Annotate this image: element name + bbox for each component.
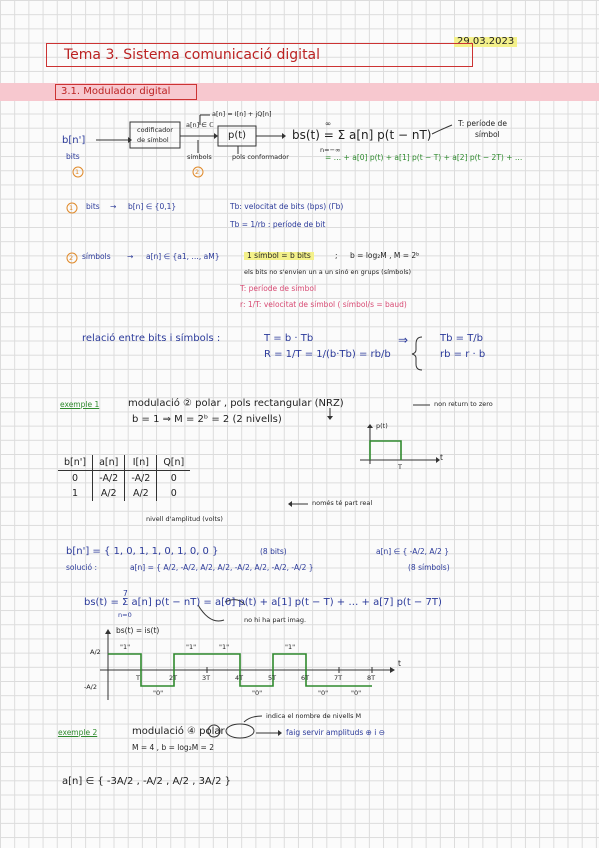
bits-num: 1	[69, 204, 74, 212]
table-row	[58, 471, 190, 487]
date: 29.03.2023	[454, 37, 517, 47]
plot-bit-label: "1"	[285, 643, 296, 651]
pulse-t-label: t	[440, 453, 443, 462]
table-cell: 1	[72, 488, 79, 499]
pulse-T-tick: T	[398, 463, 402, 471]
relation-eq2: R = 1/T = 1/(b·Tb) = rb/b	[264, 349, 391, 360]
plot-tick-label: 2T	[169, 674, 178, 682]
plot-t: t	[398, 659, 401, 668]
example2-eq: M = 4 , b = log₂M = 2	[132, 743, 214, 752]
table-cell: A/2	[93, 486, 125, 501]
bit-sequence-note: (8 bits)	[260, 547, 287, 556]
plot-bit-label: "1"	[120, 643, 131, 651]
rect-pulse	[370, 441, 401, 460]
table-cell: A/2	[125, 486, 157, 501]
plot-tick-label: 3T	[202, 674, 211, 682]
circle-2-label: 2	[195, 168, 200, 176]
plot-tick-label: 8T	[367, 674, 376, 682]
plot-bit-label: "1"	[186, 643, 197, 651]
relation-label: relació entre bits i símbols :	[82, 333, 221, 344]
table-row	[58, 486, 190, 501]
expansion: = … + a[0] p(t) + a[1] p(t − T) + a[2] p(t − 2T) + …	[325, 153, 523, 162]
relation-res1: Tb = T/b	[440, 333, 484, 344]
T-note-line1: T: període de	[458, 119, 507, 128]
bits-set: b[n] ∈ {0,1}	[128, 202, 177, 211]
symbol-rate: r: 1/T: velocitat de símbol ( símbol/s = baud)	[240, 300, 407, 309]
T-note-line2: símbol	[475, 130, 500, 139]
plot-high: A/2	[90, 648, 101, 656]
table-cell: 0	[157, 486, 190, 501]
an-set: a[n] ∈ { -A/2, A/2 }	[376, 547, 449, 556]
plot-tick-label: 4T	[235, 674, 244, 682]
example2-label: exemple 2	[58, 728, 98, 737]
implies: ⇒	[398, 333, 409, 347]
bit-rate: Tb: velocitat de bits (bps) (Γb)	[230, 202, 344, 211]
table-header: Q[n]	[157, 455, 190, 471]
table-header: b[n']	[58, 455, 93, 471]
section-title: 3.1. Modulador digital	[61, 86, 171, 97]
symbol-period: T: període de símbol	[240, 284, 317, 293]
sum-bottom: n=−∞	[320, 146, 341, 154]
plot-tick-label: 7T	[334, 674, 343, 682]
plot-tick-label: 6T	[301, 674, 310, 682]
an-def: a[n] = I[n] + jQ[n]	[212, 110, 272, 118]
no-imag-note: no hi ha part imag.	[244, 616, 307, 624]
solution: a[n] = { A/2, -A/2, A/2, A/2, -A/2, A/2, -A/2, -A/2 }	[130, 563, 314, 572]
mapping-table	[58, 455, 190, 501]
nrz-note: non return to zero	[434, 400, 493, 408]
plot-tick-label: 5T	[268, 674, 277, 682]
plot-low: -A/2	[84, 683, 97, 691]
bs-sum-bottom: n=0	[118, 611, 132, 619]
table-cell: 0	[157, 471, 190, 487]
pulse-note: pols conformador	[232, 153, 289, 161]
example2-text: modulació ④ polar	[132, 726, 225, 737]
bs-equation: bs(t) = Σ a[n] p(t − nT) = a[0] p(t) + a[1] p(t − T) + … + a[7] p(t − 7T)	[84, 597, 442, 608]
output-equation: bs(t) = Σ a[n] p(t − nT)	[292, 128, 432, 142]
solution-label: solució :	[66, 563, 98, 572]
bit-period: Tb = 1/rb : període de bit	[230, 220, 326, 229]
symbols-set: a[n] ∈ {a1, …, aM}	[146, 252, 220, 261]
bs-sum-top: 7	[123, 589, 128, 598]
input-label: b[n']	[62, 135, 86, 146]
example2-an-set: a[n] ∈ { -3A/2 , -A/2 , A/2 , 3A/2 }	[62, 776, 232, 787]
grouping-note: els bits no s'envien un a un sinó en grups (símbols)	[244, 268, 412, 276]
amp-note: nivell d'amplitud (volts)	[146, 515, 223, 523]
circle-1-label: 1	[75, 168, 80, 176]
bit-sequence: b[n'] = { 1, 0, 1, 1, 0, 1, 0, 0 }	[66, 546, 219, 557]
table-cell: -A/2	[125, 471, 157, 487]
coder-line2: de símbol	[137, 136, 169, 144]
solution-note: (8 símbols)	[408, 563, 450, 572]
table-header: I[n]	[125, 455, 157, 471]
example1-label: exemple 1	[60, 400, 100, 409]
example1-eq: b = 1 ⇒ M = 2ᵇ = 2 (2 nivells)	[132, 414, 282, 425]
page-title: Tema 3. Sistema comunicació digital	[64, 47, 321, 63]
table-cell: 0	[72, 473, 79, 484]
plot-bit-label: "0"	[351, 689, 362, 697]
symbol-bits-eq: 1 símbol = b bits	[244, 252, 314, 260]
symbols-num: 2	[69, 254, 74, 262]
bits-label: bits	[66, 152, 80, 161]
pulse-box-label: p(t)	[228, 130, 247, 141]
amp-sign-note: faig servir amplituds ⊕ i ⊖	[286, 728, 386, 737]
symbols-text: símbols	[82, 252, 111, 261]
plot-bit-label: "0"	[153, 689, 164, 697]
symbols-label: símbols	[187, 153, 212, 161]
relation-res2: rb = r · b	[440, 349, 486, 360]
plot-bit-label: "0"	[318, 689, 329, 697]
pulse-y-label: p(t)	[376, 422, 388, 430]
example1-text: modulació ② polar , pols rectangular (NRZ)	[128, 398, 344, 409]
levels-note: indica el nombre de nivells M	[266, 712, 362, 720]
coder-line1: codificador	[137, 126, 173, 134]
table-cell: -A/2	[93, 471, 125, 487]
sum-top: ∞	[325, 119, 332, 128]
plot-bit-label: "1"	[219, 643, 230, 651]
an-in-c: a[n] ∈ ℂ	[186, 121, 214, 129]
plot-bit-label: "0"	[252, 689, 263, 697]
plot-tick-label: T	[136, 674, 140, 682]
table-header: a[n]	[93, 455, 125, 471]
relation-eq1: T = b · Tb	[264, 333, 314, 344]
bits-text: bits	[86, 202, 100, 211]
plot-label: bs(t) = is(t)	[116, 626, 160, 635]
real-note: només té part real	[312, 499, 373, 507]
log-eq: b = log₂M , M = 2ᵇ	[350, 251, 420, 260]
